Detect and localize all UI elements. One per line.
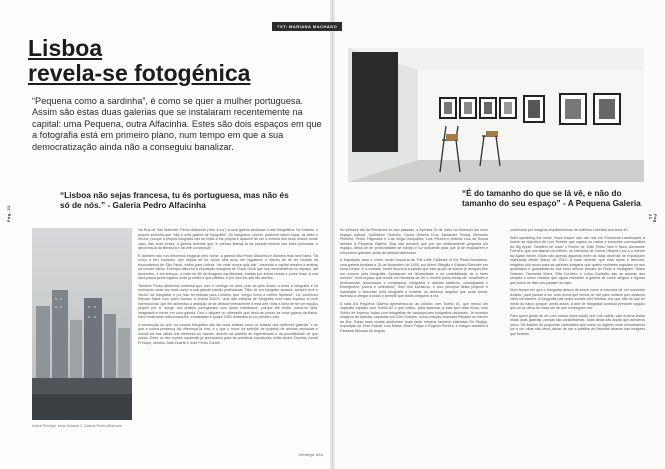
body-column-1 [138,228,318,348]
magazine-footer: Umbigo #51 [299,452,324,457]
body-paragraph: A inspiração para o nome, foram buscá-la às The Little Galleries of the Photo-Secession, uma galeria fundada a 24 de Novembro de 1905, por Alfred Stieglitz e Edward Steichen em Nova Iorque. E a vontade, foram buscá-la à paixão que este grupo de sócios (e amigos) têm em comum pela fotografia. Apostaram na “diversidade e na possibilidade de a fazer crescer”, sem espaço que revele mil maneiras de ver o mundo (seus teirlas de” amadores e profissionais, associados e comildados, fotógrafos e artistas plásticos, consagrados e emergentes, jovens e veteranos”. Sem fins lucrativos, o foco principal desta projecto é maximizar o interesse pela fotografia e mostrar os diversos ângulos que pode tomar, fazendo-a chegar a todos e permitir que todos cheguem a ela. [340,258,488,298]
gallery-interior-photo [348,48,644,182]
body-paragraph: Na Rua de São Mamede, Pedro Alfacinha (“deu á luz”) a uma galeria dedicada à arte fotográfica. No entanto, o próprio sublinha que “não é uma galeria de fotografia”. Os fotógrafos, porém, parecem saber todos: as artes e ofícios, porque a própria fotografia não se limita a ela própria e aparece de ser a mesma dos seus ofícios; neste caso, das suas lentes, a galeria defende que “é preciso libertar-la da pesada história das artes pictóricas, e aproxima-la da literatura e da arte conceptual”. [138,228,318,250]
page-number-right: Pág. 23 [648,214,658,225]
body-paragraph: Também Pedro Alfacinha confessa que com o Umbigo na obra, pois ao pelo andou a onda a fotografia e foi revelando cada vez mais como a sua grande paixão profissional. Filho de um fotógrafo amador, sempre teve o “bicho” da fotografia, e por isso foi estudar para Londres, que “surgiu como a melhor hipótese”. Lá, conheceu Michael Mack com quem fundou a revista MACK, uma das editoras de fotografia com mais impacto a nível internacional, que lhe alimentou a ambição de se dedicar inteiramente a esta arte. Mas a ideia de ter um espaço próprio por si “surgiu dos artistas portugueses com quem trabalhava”, porque até então, notou-se falta. Imaginado e frente em uma galeria. Deo o dispare no obterador que abriu as portas da nova galeria da Baixa. Nem mostrando colecionadores, entusiastas e quase 1500 visitantes só no primeiro mês. [138,283,318,319]
body-column-3 [510,228,645,339]
pull-quote-left: “Lisboa não sejas francesa, tu és portuguesa, mas não és só de nós.” - Galeria Pedro Alfacinha [60,190,289,210]
page-gutter [330,0,335,469]
body-column-2 [340,228,488,336]
pull-quote-right: “É do tamanho do que se lá vê, e não do tamanho do seu espaço” - A Pequena Galeria [462,188,641,208]
body-paragraph: A construção do que “os nossos fotógrafos são tão bons artistas como os artistas dos melhores galerias” e de que a nossa presença faz diferença lá fora, é o que o move na seleção de projetos de artistas nacionais e colocá-los nas vistas dos melhores do mundo, através da partilha de experiências e da possibilidade de que possa. Entre os dez nomes nacionais já anunciados para as primeiras exposições estão André Cepeda, André Príncipe, António João Duarte e José Pedro Cortes. [138,322,318,345]
page-number-left: Pág. 22 [6,205,11,222]
photo-caption: André Príncipe, série Ántame 2. Galeria Pedro Alfacinha [32,424,122,428]
body-paragraph: No primeiro dia da Primavera do ano passado, a Avenida 24 de Julho viu florescer um novo espaço cultural. Guilherme Godinho, Carlos Oliveira Cruz, Alexandre Pomar, Bernardo Pinheiro, Pedro Fagundes e Luís Veiga Gonçalves, Luís Pereira e António Luís de Sousa abriram A Pequena Galeria. Mas não pensem que por ser relativamente pequena em espaço, deixa de ter profundidade de campo e luz suficiente para que lá se enquadrem e encontrem grandes obras de artistas talentosos. [340,228,488,255]
body-paragraph: Para quem gosta de ver com outros olhos aquilo que nos rodeia, vale a pena visitar estas duas galerias, porque são variadíssimas. Mais ainda são aquilo que achamos único. Os flashes de pequenas variedades que todos os lugares onde encontramos luz e um olhar não deve deixar de ser a partilha de histórias através das imagens que ficaram. [510,313,645,336]
body-paragraph: construída por imagens arquitectónicas de edifícios coloniais dos anos 40. [510,228,629,232]
body-paragraph: E também não nos deixemos enganar pelo nome, a galeria dita Pedro Alfacinha é lisboeta mas nem tanto. Tal como o seu fundador, que depois de ter vivido seis anos em Inglaterra, e depois de se ter rendido as tropicalismos de São Paulo, voltou para Lisboa, “de onde nunca quis sair”, trazendo a capital retratos e artistas do mundo inteiro. Exemplo disso foi a exposição inaugural de Guido Guidi que nos reencaminhou no espaço, até dezembro, e em tempos, a mais de 80 de imagens equilibradas, tiradas por linhas rectas e cores finas. A sua obra passa pelos lugares onde já estive e que habitou, e por isso lhe são tão afectos. [138,253,319,280]
author-tag: TXT: MARIANA MACHADO [272,22,342,31]
title-line-1: Lisboa [28,35,103,61]
article-title [28,36,250,86]
title-line-2: revela-se fotogénica [28,60,251,86]
body-paragraph: Start spreading the news, Nova Iorque veio até nós em Emotional Landscapes à boleia da objectiva de Luís Pereira que captou os rostos e emoções cosmopolitas da Big Apple. Também se ouviu o Rumor de João Pedro Vale e Nuno Alexandre Ferreira, que nos falaram do infinito, os interiores de Carlos Oliveira Cruz e o interior da Agata Xavier. Estas são apenas algumas entre as duas dezenas de exposições realizadas desde Março de 2015. A mais recente, que está ainda a decorrer, resgatou dos arcos para as paredes imagens que quatro mulheres registam no seu quotidiano e guardaram-as nos seus álbuns virtuais do Flickr e Instagram: Diane Gazeau, Fernanda Vieira, Rita Cordeiro e Luísa Cortesão são as autoras dos simples e belos retratos que agora revestem a galeria de cores alegres e figuras que todos os dias nos passam ao lado. [510,235,645,285]
city-skyline-image [32,228,132,420]
lead-paragraph: “Pequena como a sardinha”, é como se quer a mulher portuguesa. Assim são estas duas galerias que se instalaram recentemente na capital: uma Pequena, outra Alfacinha. Estes são dois espaços em que a fotografia está em primeiro plano, num tempo em que a sua democratização ainda não a conseguiu banalizar. [32,96,322,152]
city-photo [32,228,132,420]
body-paragraph: Num tempo em que a fotografia deixou de servir como a memória de um momento isolado, para passar a ser uma prova que temos de dar para mostrar que estamos vivos na internet. A fotografia nas redes sociais vem lembrar-nos que não há que ter medo do futuro porque, ainda assim, a arte de fotografar continua presente naquilo que só os olhos de cada um de nós conseguem ver. [510,288,645,310]
body-paragraph: A sala d'A Pequena Galeria apresentou-se ao público com Sobilo #1, que reuniu um capsulas capitais com Sobilo #2 e que voltou, para aparecer a luas sem dias fricos, com Sobilo de Inverno: todas com fotografias de variados/ores fotógrafos nacionais. Já recebeu imagens da Islândia, captadas por Cibo Guedes, numa coleção chamada Reparar no interior da ilha. Estas boas vindas acolheram mais tarde retratos também intimistas De Mojisjo, exposição de José Cabral, Luís Baeta, Moira Forjaz e Rogério Pereira, e chegou também a Fantasia Africana de Angola, [340,301,488,333]
gallery-interior-image [348,48,644,182]
